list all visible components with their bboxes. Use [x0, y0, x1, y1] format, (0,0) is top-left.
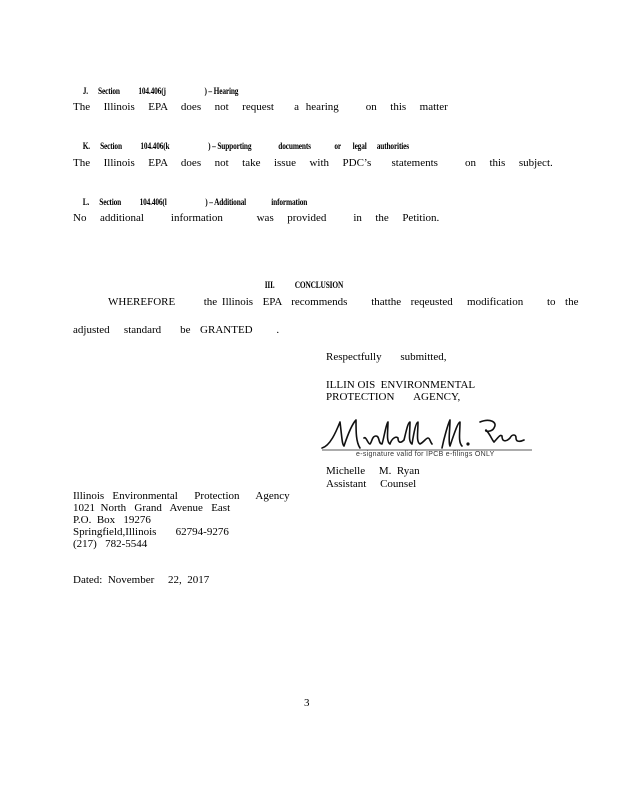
handwritten-signature	[320, 408, 534, 462]
section-k-title-5: authorities	[376, 141, 409, 151]
section-j-code: 104.406(j	[138, 86, 166, 96]
section-k-code: 104.406(k	[140, 141, 170, 151]
section-j-label: Section	[98, 86, 120, 96]
section-l-letter: L.	[82, 197, 90, 207]
signer-title: Assistant Counsel	[326, 478, 417, 490]
address-line-5: (217) 782-5544	[73, 538, 148, 550]
address-line-3: P.O. Box 19276	[73, 514, 151, 526]
section-j-title: Hearing	[213, 86, 239, 96]
section-j-text: The Illinois EPA does not request a hearing on this matter	[73, 101, 448, 113]
section-l-code: 104.406(l	[139, 197, 167, 207]
agency-name-line-2: PROTECTION AGENCY,	[326, 391, 461, 403]
section-k-title: Supporting	[217, 141, 252, 151]
section-l-label: Section	[99, 197, 122, 207]
address-line-1: Illinois Environmental Protection Agency	[73, 490, 290, 502]
section-k-title-2: documents	[278, 141, 311, 151]
closing-text: Respectfully submitted,	[326, 351, 447, 363]
section-l-text: No additional information was provided in the Petition.	[73, 212, 440, 224]
section-k-title-4: legal	[352, 141, 367, 151]
signer-name: Michelle M. Ryan	[326, 465, 420, 477]
section-l-dash: ) –	[205, 197, 213, 207]
section-j-dash: ) –	[204, 86, 212, 96]
page-number: 3	[304, 697, 310, 709]
section-l-title-2: information	[271, 197, 308, 207]
conclusion-line-2: adjusted standard be GRANTED .	[73, 324, 280, 336]
signature-caption: e-signature valid for IPCB e-filings ONLY	[356, 451, 495, 458]
section-k-text: The Illinois EPA does not take issue with PDC’s statements on this subject.	[73, 157, 553, 169]
conclusion-numeral: III.	[264, 280, 275, 290]
address-line-2: 1021 North Grand Avenue East	[73, 502, 231, 514]
conclusion-line-1: WHEREFORE the Illinois EPA recommends thatthe reqeusted modification to the	[108, 296, 579, 308]
section-k-letter: K.	[82, 141, 90, 151]
section-j-letter: J.	[82, 86, 88, 96]
address-line-4: Springfield,Illinois 62794-9276	[73, 526, 229, 538]
section-k-title-3: or	[334, 141, 341, 151]
section-k-label: Section	[100, 141, 122, 151]
section-l-title: Additional	[214, 197, 247, 207]
conclusion-title: CONCLUSION	[294, 280, 344, 290]
document-date: Dated: November 22, 2017	[73, 574, 210, 586]
section-k-dash: ) –	[208, 141, 216, 151]
agency-name-line-1: ILLIN OIS ENVIRONMENTAL	[326, 379, 476, 391]
